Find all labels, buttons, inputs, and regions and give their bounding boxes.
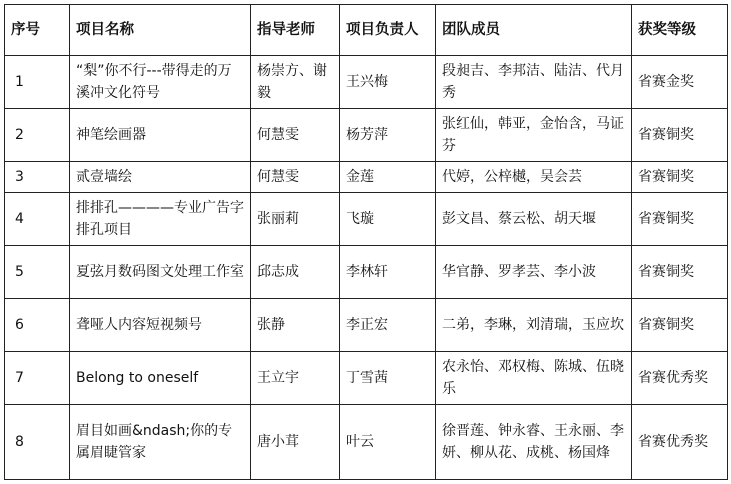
cell-project-lead: 丁雪茜 [340,352,436,405]
cell-team-members: 二弟，李琳，刘清瑞，玉应坎 [436,299,632,352]
table-row [5,162,728,193]
cell-award-level: 省赛铜奖 [632,109,728,162]
table-row [5,299,728,352]
cell-index: 5 [5,246,70,299]
cell-project-lead: 杨芳萍 [340,109,436,162]
cell-award-level: 省赛优秀奖 [632,352,728,405]
cell-advisor: 何慧雯 [251,162,340,193]
cell-project-lead: 李正宏 [340,299,436,352]
cell-team-members: 农永怡、邓权梅、陈城、伍晓乐 [436,352,632,405]
table-row [5,56,728,109]
table-header-row [5,5,728,56]
cell-advisor: 张丽莉 [251,193,340,246]
cell-project-name: 眉目如画&ndash;你的专属眉睫管家 [70,405,251,480]
cell-project-lead: 叶云 [340,405,436,480]
table-row [5,193,728,246]
cell-advisor: 张静 [251,299,340,352]
cell-index: 8 [5,405,70,480]
cell-project-lead: 李林轩 [340,246,436,299]
cell-index: 1 [5,56,70,109]
cell-index: 4 [5,193,70,246]
header-project-name: 项目名称 [70,5,251,56]
cell-award-level: 省赛优秀奖 [632,405,728,480]
cell-project-lead: 飞璇 [340,193,436,246]
cell-project-name: 神笔绘画器 [70,109,251,162]
table-row [5,405,728,480]
header-advisor: 指导老师 [251,5,340,56]
header-project-lead: 项目负责人 [340,5,436,56]
cell-award-level: 省赛金奖 [632,56,728,109]
cell-team-members: 华官静、罗孝芸、李小波 [436,246,632,299]
cell-award-level: 省赛铜奖 [632,246,728,299]
cell-advisor: 唐小茸 [251,405,340,480]
cell-project-lead: 王兴梅 [340,56,436,109]
cell-advisor: 何慧雯 [251,109,340,162]
cell-project-name: 聋哑人内容短视频号 [70,299,251,352]
cell-project-name: Belong to oneself [70,352,251,405]
cell-advisor: 王立宇 [251,352,340,405]
cell-index: 7 [5,352,70,405]
table-row [5,109,728,162]
header-index: 序号 [5,5,70,56]
header-team-members: 团队成员 [436,5,632,56]
cell-project-name: 排排孔————专业广告字排孔项目 [70,193,251,246]
cell-project-name: 夏弦月数码图文处理工作室 [70,246,251,299]
cell-index: 6 [5,299,70,352]
cell-team-members: 张红仙，韩亚，金怡含，马证芬 [436,109,632,162]
cell-award-level: 省赛铜奖 [632,162,728,193]
header-award-level: 获奖等级 [632,5,728,56]
cell-index: 3 [5,162,70,193]
cell-project-name: “梨”你不行---带得走的万溪冲文化符号 [70,56,251,109]
cell-award-level: 省赛铜奖 [632,193,728,246]
cell-project-name: 贰壹墙绘 [70,162,251,193]
table-row [5,246,728,299]
cell-team-members: 彭文昌、蔡云松、胡天堰 [436,193,632,246]
cell-advisor: 邱志成 [251,246,340,299]
cell-award-level: 省赛铜奖 [632,299,728,352]
cell-index: 2 [5,109,70,162]
cell-team-members: 徐晋莲、钟永睿、王永丽、李妍、柳从花、成桃、杨国烽 [436,405,632,480]
cell-team-members: 段昶吉、李邦洁、陆洁、代月秀 [436,56,632,109]
awards-table [4,4,728,480]
cell-project-lead: 金莲 [340,162,436,193]
cell-team-members: 代婷，公梓樾，吴会芸 [436,162,632,193]
cell-advisor: 杨崇方、谢毅 [251,56,340,109]
table-row [5,352,728,405]
